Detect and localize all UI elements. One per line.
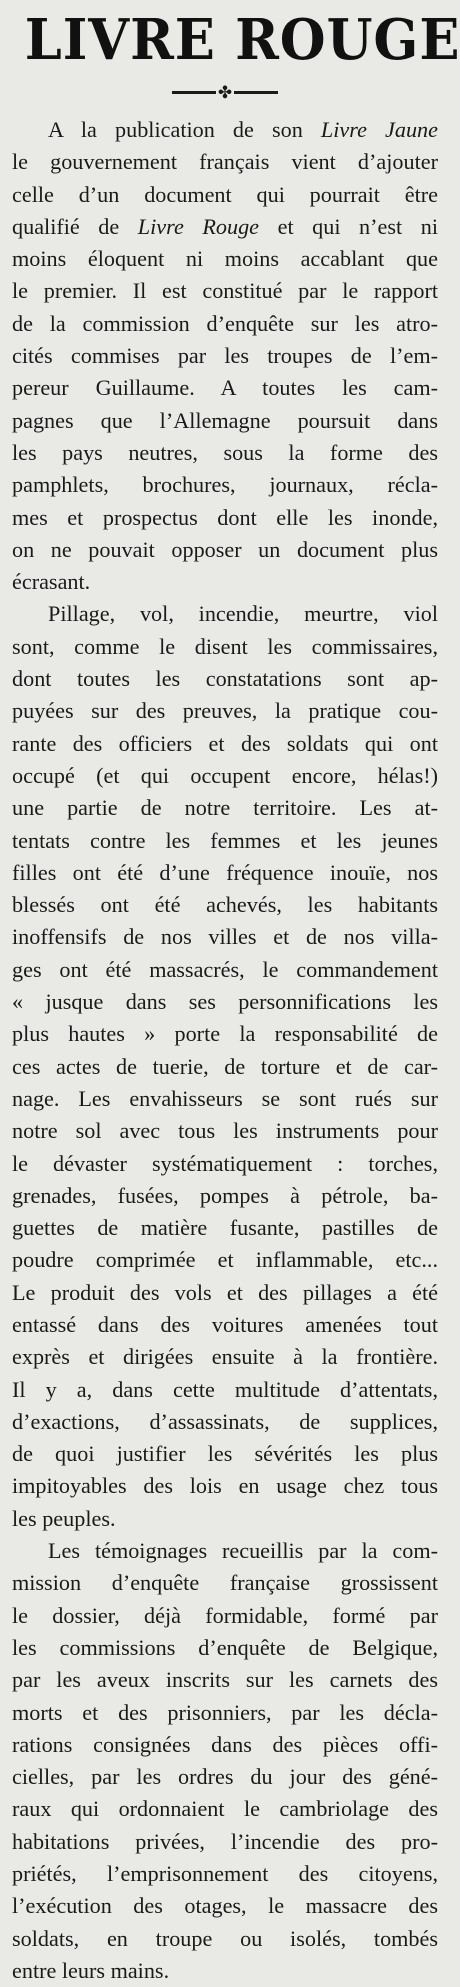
text-line [12, 728, 438, 760]
text-segment: qualifié de [12, 213, 138, 239]
italic-title: Livre Rouge [137, 213, 260, 239]
text-segment: filles ont été d’une fréquence inouïe, nos [12, 859, 438, 885]
text-segment: plus hautes » porte la responsabilité de [12, 1021, 438, 1047]
text-line [12, 405, 438, 437]
text-line [12, 308, 438, 340]
text-line [12, 1406, 438, 1438]
text-segment: mes et prospectus dont elle les inonde, [12, 504, 438, 530]
text-segment: « jusque dans ses personnifications les [12, 989, 438, 1015]
text-line [12, 1115, 438, 1147]
text-segment: occupé (et qui occupent encore, hélas!) [12, 762, 438, 788]
headline: LIVRE ROUGE [24, 7, 460, 73]
text-line [12, 921, 438, 953]
text-segment: sont, comme le disent les commissaires, [12, 633, 438, 659]
text-segment: impitoyables des lois en usage chez tous [12, 1473, 438, 1499]
text-line [12, 1503, 438, 1535]
title-ornament-divider [12, 76, 438, 108]
text-line [12, 243, 438, 275]
text-segment: d’exactions, d’assassinats, de supplices, [12, 1408, 438, 1434]
text-segment: blessés ont été achevés, les habitants [12, 892, 438, 918]
article-paragraph [12, 1535, 438, 1987]
text-line [12, 1664, 438, 1696]
text-segment: Le produit des vols et des pillages a été [12, 1279, 438, 1305]
text-line [12, 1438, 438, 1470]
text-line [12, 986, 438, 1018]
text-segment: on ne pouvait opposer un document plus [12, 536, 438, 562]
text-segment: l’exécution des otages, le massacre des [12, 1893, 438, 1919]
text-line [12, 1374, 438, 1406]
text-segment: Pillage, vol, incendie, meurtre, viol [48, 601, 438, 627]
text-line [12, 792, 438, 824]
text-line [12, 1761, 438, 1793]
text-segment: dont toutes les constatations sont ap- [12, 666, 438, 692]
text-segment: le premier. Il est constitué par le rapport [12, 278, 438, 304]
text-line [12, 1600, 438, 1632]
text-line [12, 1858, 438, 1890]
text-line [12, 179, 438, 211]
text-segment: de la commission d’enquête sur les atro- [12, 310, 438, 336]
text-segment: priétés, l’emprisonnement des citoyens, [12, 1861, 438, 1887]
text-line [12, 114, 438, 146]
text-segment: pagnes que l’Allemagne poursuit dans [12, 407, 438, 433]
text-line [12, 1277, 438, 1309]
text-line [12, 1793, 438, 1825]
text-segment: le dévaster systématiquement : torches, [12, 1150, 438, 1176]
text-segment: A la publication de son [48, 117, 321, 142]
text-segment: rante des officiers et des soldats qui ont [12, 730, 438, 756]
text-segment: puyées sur des preuves, la pratique cou- [12, 698, 438, 724]
text-segment: raux qui ordonnaient le cambriolage des [12, 1796, 438, 1822]
text-line [12, 631, 438, 663]
text-line [12, 502, 438, 534]
text-line [12, 1244, 438, 1276]
divider-rule-left [172, 91, 216, 94]
text-line [12, 1923, 438, 1955]
text-segment: nage. Les envahisseurs se sont rués sur [12, 1085, 438, 1111]
text-segment: Il y a, dans cette multitude d’attentats, [12, 1376, 438, 1402]
text-line [12, 1955, 438, 1987]
article-paragraph [12, 114, 438, 598]
text-line [12, 598, 438, 630]
text-segment: entre leurs mains. [12, 1957, 170, 1983]
text-segment: inoffensifs de nos villes et de nos villa- [12, 924, 438, 950]
fleuron-icon: ✤ [217, 82, 233, 102]
text-line [12, 1212, 438, 1244]
text-segment: de quoi justifier les sévérités les plus [12, 1441, 438, 1467]
text-line [12, 663, 438, 695]
text-segment: celle d’un document qui pourrait être [12, 181, 438, 207]
text-line [12, 954, 438, 986]
text-line [12, 1341, 438, 1373]
article-body [12, 114, 438, 1987]
text-line [12, 857, 438, 889]
text-line [12, 534, 438, 566]
text-segment: notre sol avec tous les instruments pour [12, 1118, 438, 1144]
text-line [12, 211, 438, 243]
text-segment: entassé dans des voitures amenées tout [12, 1311, 438, 1337]
text-line [12, 1180, 438, 1212]
text-segment: les pays neutres, sous la forme des [12, 439, 438, 465]
text-segment: ges ont été massacrés, le commandement [12, 956, 438, 982]
text-segment: mission d’enquête française grossissent [12, 1570, 438, 1596]
text-line [12, 275, 438, 307]
text-segment: le dossier, déjà formidable, formé par [12, 1602, 438, 1628]
text-segment: moins éloquent ni moins accablant que [12, 246, 438, 272]
text-line [12, 825, 438, 857]
text-segment: pamphlets, brochures, journaux, récla- [12, 472, 438, 498]
text-line [12, 340, 438, 372]
text-line [12, 1083, 438, 1115]
text-line [12, 1309, 438, 1341]
text-segment: ces actes de tuerie, de torture et de car- [12, 1053, 438, 1079]
text-segment: guettes de matière fusante, pastilles de [12, 1215, 438, 1241]
text-segment: tentats contre les femmes et les jeunes [12, 827, 438, 853]
text-line [12, 1470, 438, 1502]
text-segment: par les aveux inscrits sur les carnets des [12, 1667, 438, 1693]
text-line [12, 1826, 438, 1858]
text-segment: une partie de notre territoire. Les at- [12, 795, 438, 821]
text-line [12, 437, 438, 469]
text-segment: écrasant. [12, 569, 91, 595]
text-segment: cités commises par les troupes de l’em- [12, 343, 438, 369]
text-segment: morts et des prisonniers, par les décla- [12, 1699, 438, 1725]
text-line [12, 1890, 438, 1922]
text-line [12, 372, 438, 404]
text-line [12, 1535, 438, 1567]
divider-rule-right [234, 91, 278, 94]
text-segment: Les témoignages recueillis par la com- [48, 1538, 438, 1564]
text-segment: soldats, en troupe ou isolés, tombés [12, 1925, 438, 1951]
text-segment: et qui n’est ni [259, 213, 438, 239]
article-paragraph [12, 598, 438, 1535]
text-segment: poudre comprimée et inflammable, etc... [12, 1247, 438, 1273]
text-segment: les peuples. [12, 1505, 116, 1531]
text-segment: exprès et dirigées ensuite à la frontière. [12, 1344, 438, 1370]
text-segment: pereur Guillaume. A toutes les cam- [12, 375, 438, 401]
text-line [12, 760, 438, 792]
text-line [12, 146, 438, 178]
text-line [12, 889, 438, 921]
text-line [12, 1632, 438, 1664]
text-segment: grenades, fusées, pompes à pétrole, ba- [12, 1182, 438, 1208]
text-line [12, 566, 438, 598]
text-line [12, 1051, 438, 1083]
text-line [12, 1018, 438, 1050]
text-line [12, 1148, 438, 1180]
text-segment: cielles, par les ordres du jour des géné- [12, 1764, 438, 1790]
text-line [12, 695, 438, 727]
italic-title: Livre Jaune [320, 117, 438, 142]
text-segment: habitations privées, l’incendie des pro- [12, 1828, 438, 1854]
text-line [12, 469, 438, 501]
text-segment: les commissions d’enquête de Belgique, [12, 1634, 438, 1660]
text-line [12, 1567, 438, 1599]
text-line [12, 1697, 438, 1729]
text-segment: le gouvernement français vient d’ajouter [12, 149, 438, 175]
text-line [12, 1729, 438, 1761]
text-segment: rations consignées dans des pièces offi- [12, 1731, 438, 1757]
